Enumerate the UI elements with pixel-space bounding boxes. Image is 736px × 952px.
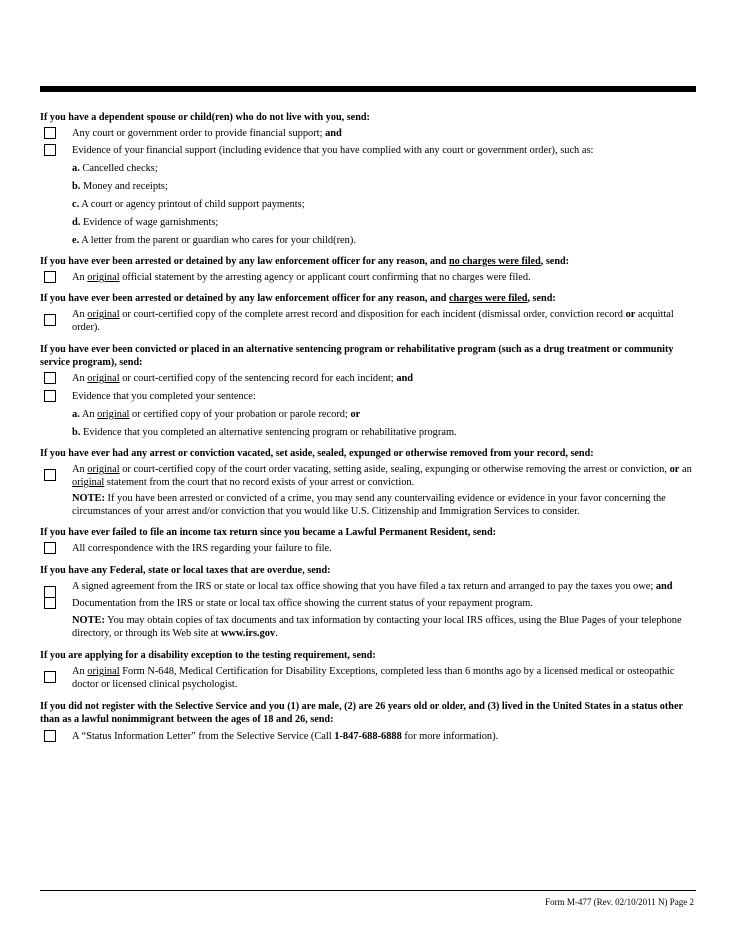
checkbox[interactable] xyxy=(44,671,56,683)
checkbox[interactable] xyxy=(44,390,56,402)
top-rule xyxy=(40,86,696,92)
sub-item: b. Evidence that you completed an alternative sentencing program or rehabilitative program. xyxy=(72,427,457,438)
checkbox[interactable] xyxy=(44,730,56,742)
section-heading-no-charges: If you have ever been arrested or detained by any law enforcement officer for any reason, and no charges were filed, send: xyxy=(40,256,570,267)
checklist-item: Evidence of your financial support (including evidence that you have complied with any court or government order), such as: xyxy=(40,144,696,157)
checkbox[interactable] xyxy=(44,271,56,283)
checkbox[interactable] xyxy=(44,469,56,481)
section-heading-dependents: If you have a dependent spouse or child(ren) who do not live with you, send: xyxy=(40,112,370,123)
checklist-item: An original Form N-648, Medical Certification for Disability Exceptions, completed less than 6 months ago by a licensed medical or osteopathic doctor or licensed clinical psychologist. xyxy=(40,665,696,691)
note-text: NOTE: You may obtain copies of tax documents and tax information by contacting your local IRS offices, using the Blue Pages of your telephone directory, or through its Web site at www.irs.gov. xyxy=(72,615,682,639)
checklist-content xyxy=(40,111,696,743)
checklist-item: A signed agreement from the IRS or state or local tax office showing that you have filed a tax return and arranged to pay the taxes you owe; and xyxy=(40,580,696,593)
checklist-item: An original or court-certified copy of the court order vacating, setting aside, sealing, expunging or otherwise removing the arrest or conviction, or an original statement from the court that no record exists of your arrest or conviction. xyxy=(40,463,696,489)
sub-item: d. Evidence of wage garnishments; xyxy=(72,217,219,228)
note-text: NOTE: If you have been arrested or convicted of a crime, you may send any countervailing evidence or evidence in your favor concerning the circumstances of your arrest and/or conviction that you would like U.S. Citizenship and Immigration Services to consider. xyxy=(72,493,666,517)
checklist-item: Documentation from the IRS or state or local tax office showing the current status of your repayment program. xyxy=(40,597,696,610)
checklist-item: An original or court-certified copy of the complete arrest record and disposition for each incident (dismissal order, conviction record or acquittal order). xyxy=(40,308,696,334)
form-footer: Form M-477 (Rev. 02/10/2011 N) Page 2 xyxy=(545,897,694,907)
sub-item: a. An original or certified copy of your probation or parole record; or xyxy=(72,409,361,420)
checklist-item: Evidence that you completed your sentence: xyxy=(40,390,696,403)
checklist-item: All correspondence with the IRS regarding your failure to file. xyxy=(40,542,696,555)
section-heading-overdue-taxes: If you have any Federal, state or local taxes that are overdue, send: xyxy=(40,565,331,576)
section-heading-income-tax: If you have ever failed to file an income tax return since you became a Lawful Permanent Resident, send: xyxy=(40,527,497,538)
sub-item: e. A letter from the parent or guardian who cares for your child(ren). xyxy=(72,235,356,246)
checklist-item: Any court or government order to provide financial support; and xyxy=(40,127,696,140)
checkbox[interactable] xyxy=(44,127,56,139)
checkbox[interactable] xyxy=(44,372,56,384)
checkbox[interactable] xyxy=(44,597,56,609)
section-heading-charges-filed: If you have ever been arrested or detained by any law enforcement officer for any reason, and charges were filed, send: xyxy=(40,293,556,304)
checkbox[interactable] xyxy=(44,144,56,156)
checklist-item: An original official statement by the arresting agency or applicant court confirming that no charges were filed. xyxy=(40,271,696,284)
checkbox[interactable] xyxy=(44,314,56,326)
section-heading-convicted: If you have ever been convicted or placed in an alternative sentencing program or rehabilitative program (such as a drug treatment or community service program), send: xyxy=(40,344,674,368)
bottom-rule xyxy=(40,890,696,891)
sub-item: a. Cancelled checks; xyxy=(72,163,158,174)
checkbox[interactable] xyxy=(44,542,56,554)
section-heading-disability: If you are applying for a disability exception to the testing requirement, send: xyxy=(40,650,376,661)
sub-item: b. Money and receipts; xyxy=(72,181,168,192)
sub-item: c. A court or agency printout of child support payments; xyxy=(72,199,305,210)
checklist-item: An original or court-certified copy of the sentencing record for each incident; and xyxy=(40,372,696,385)
section-heading-vacated: If you have ever had any arrest or conviction vacated, set aside, sealed, expunged or otherwise removed from your record, send: xyxy=(40,448,594,459)
section-heading-selective-service: If you did not register with the Selective Service and you (1) are male, (2) are 26 years old or older, and (3) lived in the United States in a status other than as a lawful nonimmigrant between the ages of 18 and 26, send: xyxy=(40,701,683,725)
checklist-item: A “Status Information Letter” from the Selective Service (Call 1-847-688-6888 for more information). xyxy=(40,730,696,743)
